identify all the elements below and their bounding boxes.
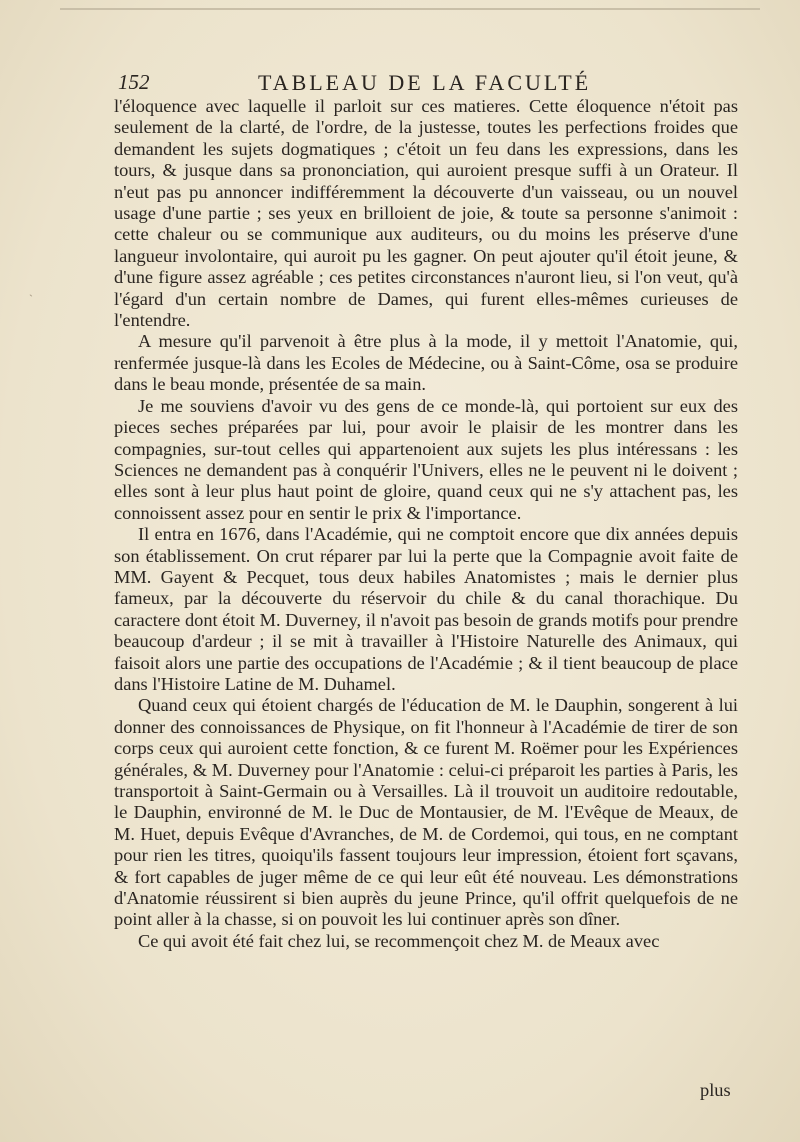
- paragraph: Ce qui avoit été fait chez lui, se recommençoit chez M. de Meaux avec: [138, 930, 660, 951]
- page-top-edge: [60, 8, 760, 10]
- paragraph: Je me souviens d'avoir vu des gens de ce monde-là, qui portoient sur eux des pieces seches préparées par lui, pour avoir le plaisir de les montrer dans les compagnies, sur-tout celles qui appartenoient aux sujets les plus intéressans : les Sciences ne demandent pas à conquérir l'Univers, elles ne le peuvent ni le doivent ; elles sont à leur plus haut point de gloire, quand ceux qui ne s'y attachent pas, les connoissent assez pour en sentir le prix & l'importance.: [114, 395, 738, 523]
- page-header: [118, 70, 738, 98]
- paragraph: A mesure qu'il parvenoit à être plus à la mode, il y mettoit l'Anatomie, qui, renfermée jusque-là dans les Ecoles de Médecine, ou à Saint-Côme, osa se produire dans le beau monde, présentée de sa main.: [114, 331, 738, 395]
- margin-mark: ˎ: [29, 283, 33, 297]
- paragraph: l'éloquence avec laquelle il parloit sur ces matieres. Cette éloquence n'étoit pas seulement de la clarté, de l'ordre, de la justesse, toutes les perfections froides que demandent les sujets dogmatiques ; c'étoit un feu dans les expressions, dans les tours, & jusque dans sa prononciation, qui auroient presque suffi à un Orateur. Il n'eut pas pu annoncer indifféremment la découverte d'un vaisseau, ou un nouvel usage d'une partie ; ses yeux en brilloient de joie, & toute sa personne s'animoit : cette chaleur ou se communique aux auditeurs, ou du moins les préserve d'une langueur involontaire, qui auroit pu les gagner. On peut ajouter qu'il étoit jeune, & d'une figure assez agréable ; ces petites circonstances n'auront lieu, si l'on veut, qu'à l'égard d'un certain nombre de Dames, qui furent elles-mêmes curieuses de l'entendre.: [114, 96, 738, 331]
- catchword: plus: [700, 1080, 731, 1100]
- running-head: TABLEAU DE LA FACULTÉ: [258, 70, 592, 95]
- body-text: [114, 96, 738, 952]
- paragraph: Il entra en 1676, dans l'Académie, qui ne comptoit encore que dix années depuis son établissement. On crut réparer par lui la perte que la Compagnie avoit faite de MM. Gayent & Pecquet, tous deux habiles Anatomistes ; mais le dernier plus fameux, par la découverte du réservoir du chile & du canal thorachique. Du caractere dont étoit M. Duverney, il n'avoit pas besoin de grands motifs pour prendre beaucoup d'ardeur ; il se mit à travailler à l'Histoire Naturelle des Animaux, qui faisoit alors une partie des occupations de l'Académie ; & il tient beaucoup de place dans l'Histoire Latine de M. Duhamel.: [114, 524, 738, 694]
- paragraph: Quand ceux qui étoient chargés de l'éducation de M. le Dauphin, songerent à lui donner des connoissances de Physique, on fit l'honneur à l'Académie de tirer de son corps ceux qui auroient cette fonction, & ce furent M. Roëmer pour les Expériences générales, & M. Duverney pour l'Anatomie : celui-ci préparoit les parties à Paris, les transportoit à Saint-Germain ou à Versailles. Là il trouvoit un auditoire redoutable, le Dauphin, environné de M. le Duc de Montausier, de M. l'Evêque de Meaux, de M. Huet, depuis Evêque d'Avranches, de M. de Cordemoi, qui tous, en ne comptant pour rien les titres, quoiqu'ils fassent toujours leur impression, étoient fort sçavans, & fort capables de juger même de ce qui leur eût été nouveau. Les démonstrations d'Anatomie réussirent si bien auprès du jeune Prince, qu'il offrit quelquefois de ne point aller à la chasse, si on pouvoit les lui continuer après son dîner.: [114, 695, 738, 930]
- page-number: 152: [118, 70, 150, 94]
